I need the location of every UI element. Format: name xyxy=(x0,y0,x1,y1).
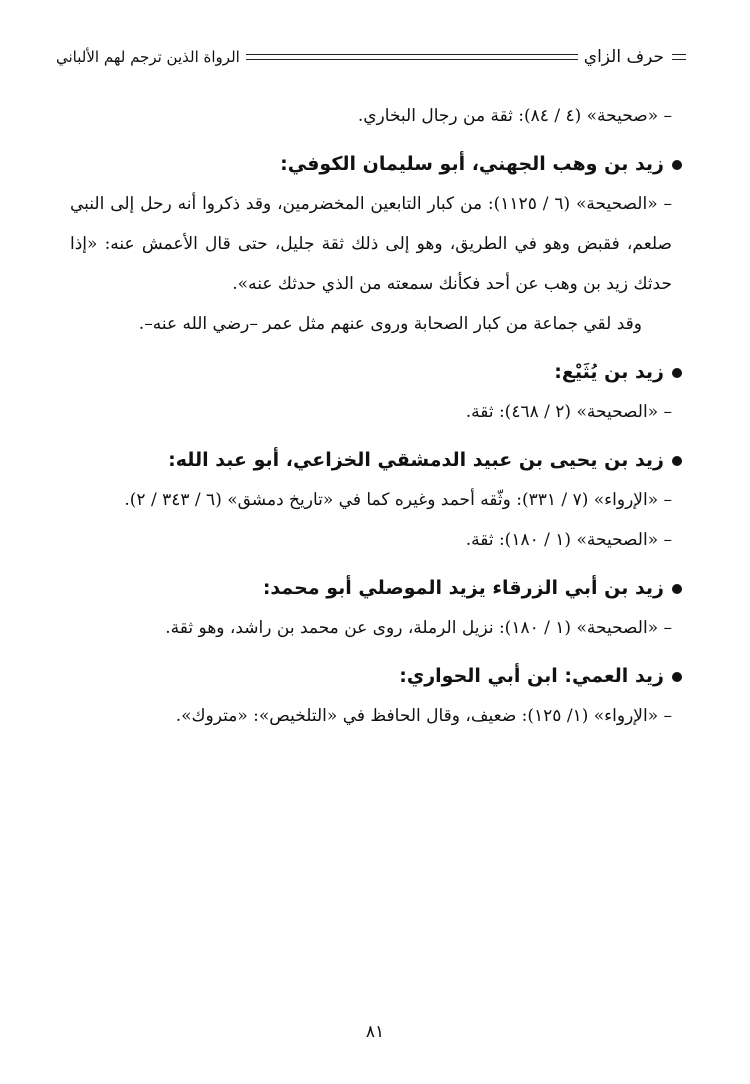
entry-heading xyxy=(70,568,682,608)
entry-paragraph: – «الصحيحة» (٦ / ١١٢٥): من كبار التابعين المخضرمين، وقد ذكروا أنه رحل إلى النبي صلعم، فقبض وهو في الطريق، وهو إلى ذلك ثقة جليل، حتى قال الأعمش عنه: «إذا حدثك زيد بن وهب عن أحد فكأنك سمعته من الذي حدثك عنه». xyxy=(70,194,672,294)
entry-heading xyxy=(70,440,682,480)
entry-paragraph: – «صحيحة» (٤ / ٨٤): ثقة من رجال البخاري. xyxy=(357,106,672,126)
bullet-icon xyxy=(672,160,682,170)
entry-heading xyxy=(70,352,682,392)
entry-zayd-ibn-wahb xyxy=(70,144,682,344)
entry-zayd-al-ammi xyxy=(70,656,682,736)
entry-continuation xyxy=(70,96,682,136)
entry-zayd-ibn-abi-al-zarqa xyxy=(70,568,682,648)
page-number: ٨١ xyxy=(365,1022,385,1042)
bullet-icon xyxy=(672,672,682,682)
entry-paragraph: وقد لقي جماعة من كبار الصحابة وروى عنهم مثل عمر –رضي الله عنه–. xyxy=(138,314,642,334)
book-title: الرواة الذين ترجم لهم الألباني xyxy=(56,48,240,66)
entry-heading-text: زيد بن وهب الجهني، أبو سليمان الكوفي: xyxy=(280,153,664,175)
entry-paragraph: – «الإرواء» (٧ / ٣٣١): وثّقه أحمد وغيره كما في «تاريخ دمشق» (٦ / ٣٤٣ / ٢). xyxy=(124,490,672,510)
header-rule-right xyxy=(672,54,686,60)
page-header xyxy=(56,42,686,72)
entry-paragraph: – «الإرواء» (١/ ١٢٥): ضعيف، وقال الحافظ في «التلخيص»: «متروك». xyxy=(175,706,672,726)
entry-zayd-ibn-yahya xyxy=(70,440,682,560)
bullet-icon xyxy=(672,368,682,378)
page-content xyxy=(70,96,682,744)
entry-paragraph: – «الصحيحة» (٢ / ٤٦٨): ثقة. xyxy=(465,402,672,422)
entry-paragraph: – «الصحيحة» (١ / ١٨٠): ثقة. xyxy=(465,530,672,550)
entry-zayd-ibn-yuthay xyxy=(70,352,682,432)
entry-heading-text: زيد العمي: ابن أبي الحواري: xyxy=(399,665,664,687)
chapter-title: حرف الزاي xyxy=(583,47,664,67)
entry-heading xyxy=(70,144,682,184)
bullet-icon xyxy=(672,456,682,466)
entry-heading-text: زيد بن يحيى بن عبيد الدمشقي الخزاعي، أبو عبد الله: xyxy=(168,449,664,471)
entry-heading-text: زيد بن يُثَيْع: xyxy=(554,361,664,383)
bullet-icon xyxy=(672,584,682,594)
entry-paragraph: – «الصحيحة» (١ / ١٨٠): نزيل الرملة، روى عن محمد بن راشد، وهو ثقة. xyxy=(165,618,672,638)
header-rule xyxy=(246,54,578,60)
entry-heading xyxy=(70,656,682,696)
entry-heading-text: زيد بن أبي الزرقاء يزيد الموصلي أبو محمد: xyxy=(262,577,664,599)
